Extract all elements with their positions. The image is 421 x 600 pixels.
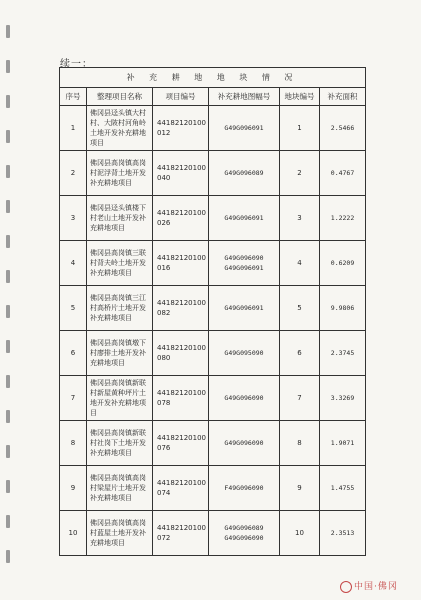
binding-hole [6,200,10,213]
row-project-code: 44182120100016 [153,241,209,286]
binding-hole [6,25,10,38]
row-block-number: 8 [280,421,320,466]
map-sheet-id: G49G096089 [224,169,264,177]
row-seq: 9 [60,466,87,511]
row-block-number: 7 [280,376,320,421]
row-map-sheet [209,466,280,511]
row-project-name: 佛冈县高岗镇高岗村泥浮背土地开发补充耕地项目 [87,151,153,196]
row-block-number: 5 [280,286,320,331]
row-project-name: 佛冈县高岗镇高岗村蓝屋土地开发补充耕地项目 [87,511,153,556]
header-area: 补充面积 [320,88,366,106]
row-project-name: 佛冈县高岗镇墩下村廖排土地开发补充耕地项目 [87,331,153,376]
row-area: 1.4755 [320,466,366,511]
row-project-name: 佛冈县高岗镇新联村新屋黄种坪片土地开发补充耕地项目 [87,376,153,421]
table-row [60,511,366,556]
table-row [60,421,366,466]
map-sheet-id: G49G096091 [224,304,264,312]
row-project-name: 佛冈县高岗镇三江村高桥片土地开发补充耕地项目 [87,286,153,331]
binding-hole [6,95,10,108]
binding-hole [6,130,10,143]
header-block-number: 地块编号 [280,88,320,106]
row-project-code: 44182120100026 [153,196,209,241]
row-project-code: 44182120100040 [153,151,209,196]
header-row [60,88,366,106]
binding-hole [6,480,10,493]
row-area: 3.3269 [320,376,366,421]
header-map-sheet: 补充耕地图幅号 [209,88,280,106]
row-map-sheet [209,151,280,196]
binding-hole [6,515,10,528]
row-map-sheet [209,376,280,421]
map-sheet-id: G49G096091 [224,264,264,272]
row-area: 1.2222 [320,196,366,241]
row-seq: 2 [60,151,87,196]
row-project-name: 佛冈县高岗镇高岗村梁屋片土地开发补充耕地项目 [87,466,153,511]
header-project-code: 项目编号 [153,88,209,106]
binding-hole [6,60,10,73]
table-row [60,241,366,286]
row-seq: 10 [60,511,87,556]
supplementary-farmland-table [59,67,366,556]
binding-hole [6,375,10,388]
row-project-name: 佛冈县迳头镇大村村、大陂村河角岭土地开发补充耕地项目 [87,106,153,151]
table-row [60,376,366,421]
row-project-code: 44182120100012 [153,106,209,151]
row-seq: 4 [60,241,87,286]
map-sheet-id: G49G096090 [224,439,264,447]
row-map-sheet [209,286,280,331]
row-map-sheet [209,196,280,241]
binding-hole [6,445,10,458]
row-area: 2.3745 [320,331,366,376]
row-block-number: 4 [280,241,320,286]
row-area: 0.4767 [320,151,366,196]
binding-hole [6,340,10,353]
row-project-name: 佛冈县高岗镇新联村社岗下土地开发补充耕地项目 [87,421,153,466]
header-seq: 序号 [60,88,87,106]
row-area: 9.9806 [320,286,366,331]
map-sheet-id: G49G096090 [224,254,264,262]
row-project-name: 佛冈县迳头镇楼下村老山土地开发补充耕地项目 [87,196,153,241]
row-area: 1.9071 [320,421,366,466]
row-area: 0.6209 [320,241,366,286]
table-row [60,466,366,511]
row-seq: 1 [60,106,87,151]
row-project-code: 44182120100076 [153,421,209,466]
table-row [60,196,366,241]
row-block-number: 2 [280,151,320,196]
row-map-sheet [209,511,280,556]
binding-hole [6,305,10,318]
map-sheet-id: G49G096091 [224,124,264,132]
binding-hole [6,410,10,423]
row-block-number: 10 [280,511,320,556]
footer-logo [340,579,398,593]
row-project-code: 44182120100080 [153,331,209,376]
row-project-code: 44182120100074 [153,466,209,511]
row-project-code: 44182120100082 [153,286,209,331]
footer-logo-text: 中国·佛冈 [354,582,398,592]
map-sheet-id: G49G096091 [224,214,264,222]
row-project-name: 佛冈县高岗镇三联村背夫岭土地开发补充耕地项目 [87,241,153,286]
map-sheet-id: G49G096090 [224,394,264,402]
map-sheet-id: G49G095090 [224,349,264,357]
row-area: 2.5466 [320,106,366,151]
table-row [60,286,366,331]
map-sheet-id: G49G096089 [224,524,264,532]
binding-hole [6,235,10,248]
binding-holes [6,0,16,600]
row-block-number: 3 [280,196,320,241]
row-project-code: 44182120100072 [153,511,209,556]
binding-hole [6,165,10,178]
row-block-number: 9 [280,466,320,511]
binding-hole [6,270,10,283]
continued-label: 续一： [60,59,93,70]
row-project-code: 44182120100078 [153,376,209,421]
table-row [60,331,366,376]
table-row [60,106,366,151]
table-title: 补 充 耕 地 地 块 情 况 [60,68,366,88]
row-seq: 8 [60,421,87,466]
row-map-sheet [209,421,280,466]
row-map-sheet [209,106,280,151]
row-map-sheet [209,331,280,376]
row-seq: 3 [60,196,87,241]
header-project-name: 整理项目名称 [87,88,153,106]
table-row [60,151,366,196]
row-seq: 5 [60,286,87,331]
row-seq: 7 [60,376,87,421]
seal-icon [340,581,352,593]
row-block-number: 6 [280,331,320,376]
map-sheet-id: G49G096090 [224,534,264,542]
row-area: 2.3513 [320,511,366,556]
row-block-number: 1 [280,106,320,151]
map-sheet-id: F49G096090 [224,484,264,492]
binding-hole [6,550,10,563]
row-map-sheet [209,241,280,286]
row-seq: 6 [60,331,87,376]
